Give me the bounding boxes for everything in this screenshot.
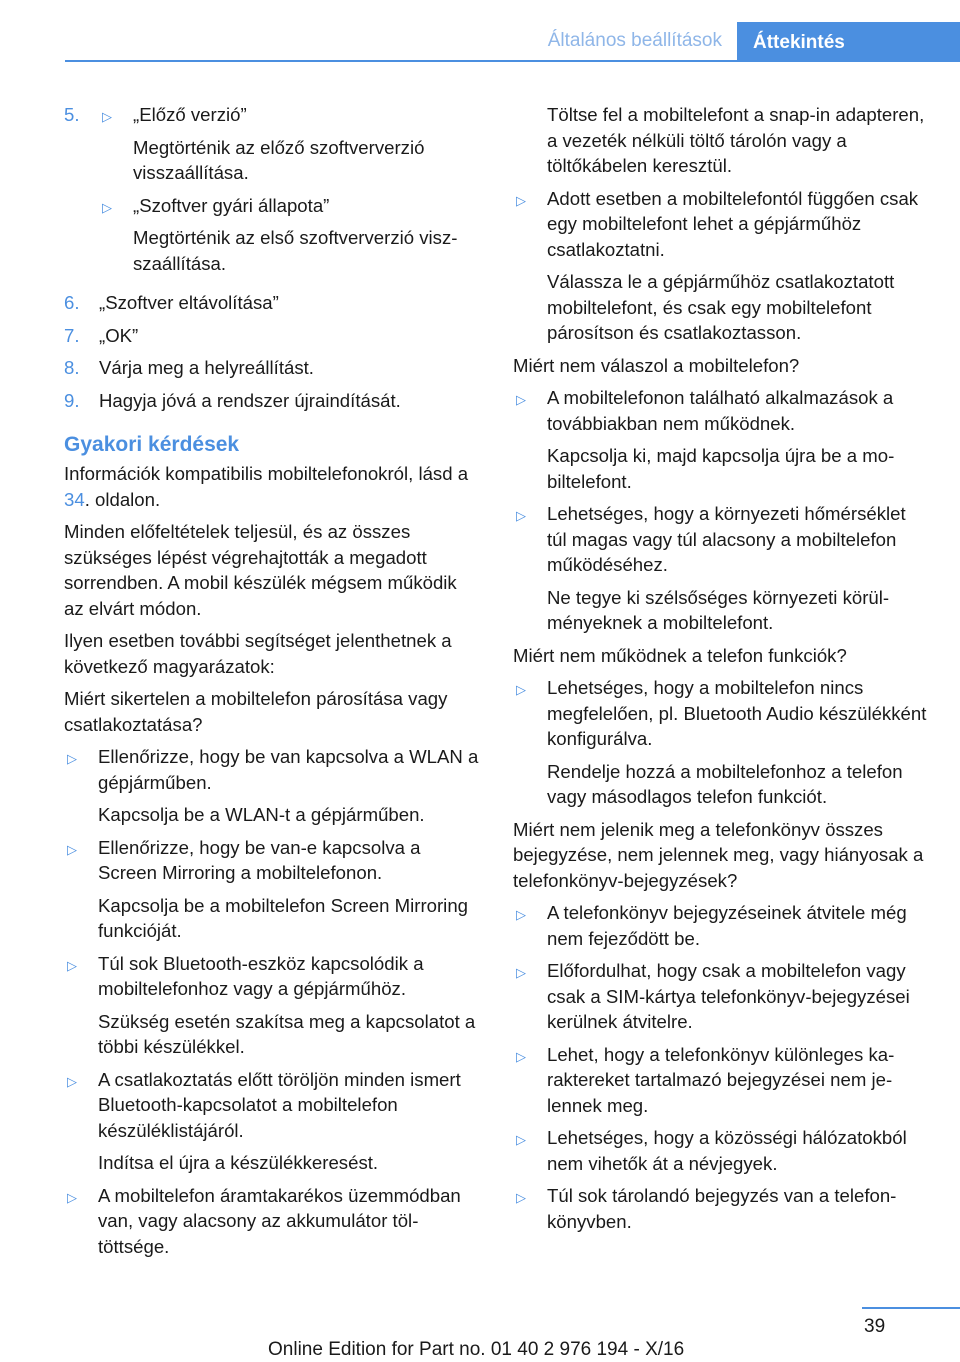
header-rule (65, 60, 960, 62)
step-option (99, 102, 480, 186)
question-phone-functions: Miért nem működnek a telefon funkciók? (513, 644, 847, 666)
question-pairing-answers (64, 744, 480, 1259)
triangle-bullet-icon: ▷ (516, 965, 526, 980)
question-pairing: Miért sikertelen a mobiltelefon párosítása vagy csatlakoztatása? (64, 688, 448, 735)
triangle-bullet-icon: ▷ (516, 1190, 526, 1205)
step-number: 9. (64, 389, 80, 411)
bullet-description: Kapcsolja be a WLAN-t a gépjárműben. (98, 804, 425, 825)
info-text-end: . oldalon. (84, 488, 161, 510)
bullet-body (547, 675, 929, 810)
bullet-text: Ellenőrizze, hogy be van-e kapcsolva a Screen Mirroring a mobiltelefonon. (98, 836, 421, 883)
option-body (133, 102, 480, 186)
paragraph: Ilyen esetben további segítséget jelenthetnek a következő magyarázatok: (64, 630, 452, 677)
option-body (133, 193, 480, 277)
bullet-text: Adott esetben a mobiltelefontól függően csak egy mobiltelefont lehet a gépjárműhöz csatlakoztatni. (547, 187, 919, 260)
triangle-bullet-icon: ▷ (67, 957, 77, 973)
numbered-step (64, 388, 480, 414)
bullet-text: Lehet, hogy a telefonkönyv különleges karaktereket tartalmazó bejegyzései nem jelennek meg. (547, 1043, 895, 1116)
bullet-text: A mobiltelefon áramtakarékos üzemmódban van, vagy alacsony az akkumulátor töltöttsége. (98, 1184, 461, 1257)
triangle-bullet-icon: ▷ (516, 907, 526, 922)
step-number: 6. (64, 292, 80, 313)
bullet-body (547, 900, 929, 951)
bullet-text: Lehetséges, hogy a mobiltelefon nincs megfelelően, pl. Bluetooth Audio készülékként konfigurálva. (547, 677, 927, 749)
bullet-body (547, 1183, 929, 1234)
triangle-bullet-icon: ▷ (67, 751, 77, 766)
continued-text: Töltse fel a mobiltelefont a snap-in adapteren, a vezeték nélküli töltő tárolón vagy a töltőkábelen keresztül. (547, 104, 925, 176)
bullet-body (98, 1067, 480, 1176)
header-section-title: Általános beállítások (547, 30, 722, 51)
triangle-bullet-icon: ▷ (516, 682, 526, 697)
bullet-item (513, 1042, 929, 1119)
bullet-text: A telefonkönyv bejegyzéseinek átvitele még nem fejeződött be. (547, 902, 907, 949)
bullet-description: Rendelje hozzá a mobiltelefonhoz a telefon vagy másodlagos telefon funkciót. (547, 760, 903, 807)
paragraph: Minden előfeltételek teljesül, és az összes szükséges lépést végrehajtották a megadott sorrendben. A mobil készülék mégsem működik az elvárt módon. (64, 521, 457, 619)
bullet-item (513, 186, 929, 346)
question-phone-functions-answers (513, 675, 929, 810)
bullet-body (98, 835, 480, 944)
bullet-item (513, 501, 929, 636)
triangle-bullet-icon: ▷ (516, 1048, 526, 1064)
step-text: „Szoftver eltávolítása” (99, 292, 279, 313)
bullet-text: A csatlakoztatás előtt töröljön minden ismert Bluetooth-kapcsolatot a mobiltelefon készüléklistájáról. (98, 1068, 461, 1141)
bullet-body (98, 951, 480, 1060)
step-body (99, 102, 480, 283)
bullet-text: Túl sok tárolandó bejegyzés van a telefonkönyvben. (547, 1185, 897, 1232)
bullet-text: Túl sok Bluetooth-eszköz kapcsolódik a mobiltelefonhoz vagy a gépjárműhöz. (98, 952, 424, 999)
bullet-body (547, 1042, 929, 1119)
bullet-description: Válassza le a gépjárműhöz csatlakoztatott mobiltelefont, és csak egy mobiltelefont párosítson és csatlakoztasson. (547, 271, 895, 343)
bullet-text: Ellenőrizze, hogy be van kapcsolva a WLAN a gépjárműben. (98, 746, 479, 793)
triangle-bullet-icon: ▷ (102, 109, 112, 124)
bullet-item (513, 385, 929, 494)
bullet-item (64, 1067, 480, 1176)
question-phonebook-answers (513, 900, 929, 1234)
bullet-item (513, 675, 929, 810)
option-description: Megtörténik az előző szoftververzió visszaállítása. (133, 136, 425, 183)
bullet-item (64, 744, 480, 828)
option-title: „Szoftver gyári állapota” (133, 194, 330, 216)
info-text: Információk kompatibilis mobiltelefonokról, lásd a (64, 463, 469, 484)
bullet-item (513, 1183, 929, 1234)
bullet-body (98, 1183, 480, 1260)
bullet-description: Ne tegye ki szélsőséges környezeti körülményeknek a mobiltelefont. (547, 586, 890, 633)
question-not-responding-answers (513, 385, 929, 636)
left-column (64, 102, 480, 1266)
bullet-text: A mobiltelefonon található alkalmazások a továbbiakban nem működnek. (547, 387, 894, 434)
step-number: 7. (64, 324, 80, 346)
section-heading: Gyakori kérdések (64, 433, 240, 456)
bullet-text: Lehetséges, hogy a közösségi hálózatokból nem vihetők át a névjegyek. (547, 1127, 907, 1174)
bullet-body (547, 385, 929, 494)
triangle-bullet-icon: ▷ (67, 1073, 77, 1089)
bullet-body (547, 958, 929, 1035)
bullet-description: Indítsa el újra a készülékkeresést. (98, 1152, 379, 1173)
footer-edition: Online Edition for Part no. 01 40 2 976 194 - X/16 (268, 1339, 685, 1360)
numbered-step (64, 323, 480, 349)
numbered-step (64, 290, 480, 316)
steps-list-b (64, 290, 480, 413)
step-option (99, 193, 480, 277)
triangle-bullet-icon: ▷ (516, 192, 526, 208)
bullet-description: Kapcsolja ki, majd kapcsolja újra be a mobiltelefont. (547, 445, 895, 492)
triangle-bullet-icon: ▷ (67, 1189, 77, 1205)
bullet-description: Szükség esetén szakítsa meg a kapcsolatot a többi készülékkel. (98, 1010, 476, 1057)
triangle-bullet-icon: ▷ (516, 1132, 526, 1147)
bullet-item (513, 1125, 929, 1176)
question-not-responding: Miért nem válaszol a mobiltelefon? (513, 354, 800, 376)
bullet-body (98, 744, 480, 828)
option-description: Megtörténik az első szoftververzió viszszaállítása. (133, 227, 458, 274)
right-column (513, 102, 929, 1241)
question-pairing-answers-continued (513, 186, 929, 346)
steps-list-a (64, 102, 480, 283)
bullet-item (64, 951, 480, 1060)
bullet-item (64, 835, 480, 944)
numbered-step (64, 102, 480, 283)
step-number: 8. (64, 357, 80, 378)
step-number: 5. (64, 104, 80, 125)
info-paragraph (64, 461, 480, 512)
step-text: Várja meg a helyreállítást. (99, 357, 314, 378)
page-number: 39 (864, 1316, 886, 1337)
question-phonebook: Miért nem jelenik meg a telefonkönyv összes bejegyzése, nem jelennek meg, vagy hiányosak a telefonkönyv-bejegyzések? (513, 818, 924, 891)
triangle-bullet-icon: ▷ (67, 841, 77, 857)
triangle-bullet-icon: ▷ (102, 199, 112, 215)
numbered-step (64, 355, 480, 381)
bullet-text: Előfordulhat, hogy csak a mobiltelefon vagy csak a SIM-kártya telefonkönyv-bejegyzései kerülnek átvitelre. (547, 960, 910, 1032)
bullet-text: Lehetséges, hogy a környezeti hőmérséklet túl magas vagy túl alacsony a mobiltelefon működéséhez. (547, 503, 906, 575)
bullet-body (547, 186, 929, 346)
bullet-body (547, 1125, 929, 1176)
bullet-item (513, 900, 929, 951)
bullet-description: Kapcsolja be a mobiltelefon Screen Mirroring funkcióját. (98, 894, 468, 941)
header-tab: Áttekintés (737, 22, 960, 62)
triangle-bullet-icon: ▷ (516, 508, 526, 523)
step-text: „OK” (99, 324, 139, 346)
footer-rule (862, 1307, 960, 1309)
page-link[interactable]: 34 (64, 488, 85, 510)
option-title: „Előző verzió” (133, 104, 247, 125)
bullet-item (64, 1183, 480, 1260)
triangle-bullet-icon: ▷ (516, 392, 526, 407)
bullet-body (547, 501, 929, 636)
step-text: Hagyja jóvá a rendszer újraindítását. (99, 389, 401, 411)
bullet-item (513, 958, 929, 1035)
